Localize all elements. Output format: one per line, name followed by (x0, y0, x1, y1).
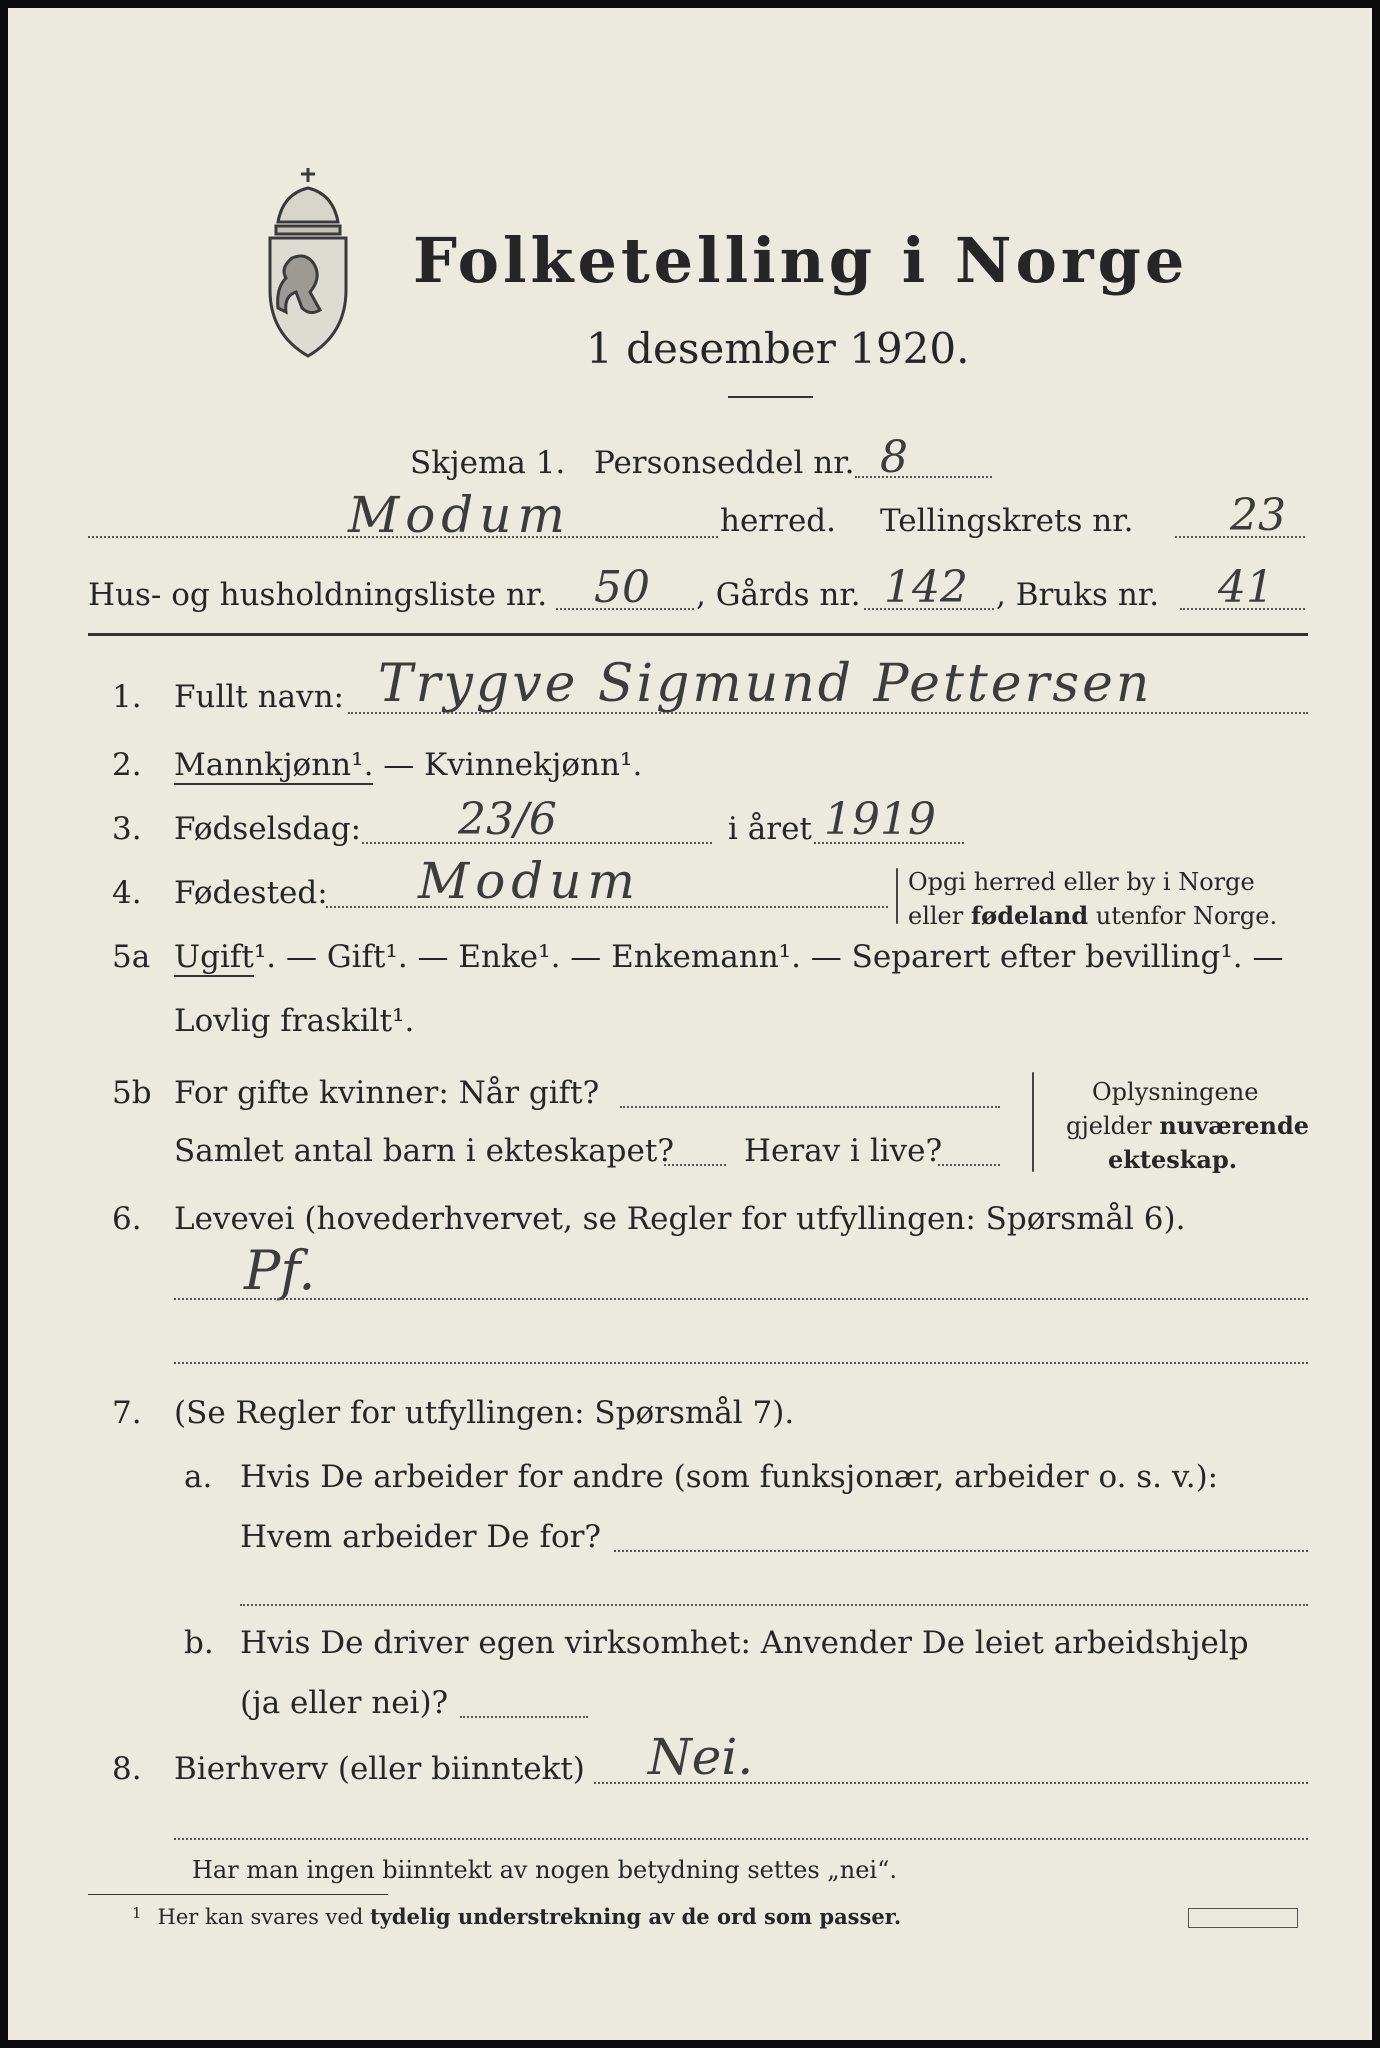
q2-male-option[interactable]: Mannkjønn¹. (174, 747, 374, 783)
q4-number: 4. (112, 875, 142, 911)
q1-number: 1. (112, 679, 142, 715)
form-title: Folketelling i Norge (413, 224, 1189, 297)
q7-number: 7. (112, 1395, 142, 1431)
q4-note-line2: eller fødeland utenfor Norge. (908, 901, 1278, 930)
q6-number: 6. (112, 1201, 142, 1237)
q6-field-1[interactable] (174, 1298, 1308, 1300)
q4-note-line1: Opgi herred eller by i Norge (908, 868, 1255, 896)
printer-stamp (1188, 1908, 1298, 1928)
q5b-note-line1: Oplysningene (1092, 1078, 1259, 1106)
q8-number: 8. (112, 1751, 142, 1787)
q5b-line1: For gifte kvinner: Når gift? (174, 1075, 600, 1111)
q5b-note-line3: ekteskap. (1108, 1145, 1238, 1174)
q5a-number: 5a (112, 939, 151, 975)
biinntekt-note: Har man ingen biinntekt av nogen betydning settes „nei“. (192, 1856, 897, 1884)
q5b-note-line2: gjelder nuværende (1066, 1111, 1310, 1140)
q3-number: 3. (112, 811, 142, 847)
q7b-number: b. (184, 1625, 214, 1661)
q5b-when-field[interactable] (620, 1106, 1000, 1108)
gards-label: , Gårds nr. (696, 577, 861, 613)
q7a-line1: Hvis De arbeider for andre (som funksjonær, arbeider o. s. v.): (240, 1459, 1219, 1495)
q7a-line2: Hvem arbeider De for? (240, 1519, 602, 1555)
q3-year-value: 1919 (824, 794, 936, 845)
q5b-children-field[interactable] (664, 1164, 726, 1166)
q6-label: Levevei (hovederhvervet, se Regler for utfyllingen: Spørsmål 6). (174, 1201, 1186, 1237)
q8-value: Nei. (648, 1728, 754, 1786)
q5a-line2[interactable]: Lovlig fraskilt¹. (174, 1003, 415, 1039)
coat-of-arms-icon (248, 164, 368, 364)
census-form (8, 8, 1372, 2040)
title-divider (728, 396, 813, 398)
herred-value: Modum (348, 486, 571, 544)
q3-day-value: 23/6 (458, 794, 557, 845)
gards-value: 142 (884, 562, 968, 613)
q5b-children-label: Samlet antal barn i ekteskapet? (174, 1133, 674, 1169)
q7a-number: a. (184, 1459, 213, 1495)
q8-field-2[interactable] (174, 1838, 1308, 1840)
q7b-line1: Hvis De driver egen virksomhet: Anvender De leiet arbeidshjelp (240, 1625, 1249, 1661)
q2-female-option[interactable]: Kvinnekjønn¹. (424, 747, 643, 783)
footnote-mark: 1 (132, 1904, 142, 1922)
skjema-label: Skjema 1. (410, 445, 566, 481)
bruks-label: , Bruks nr. (996, 577, 1160, 613)
bruks-value: 41 (1218, 562, 1274, 613)
q3-year-label: i året (728, 811, 812, 847)
q4-note-brace (896, 868, 898, 924)
tellingskrets-value: 23 (1230, 490, 1286, 541)
q5b-note-brace (1032, 1072, 1034, 1172)
husholdning-label: Hus- og husholdningsliste nr. (88, 577, 548, 613)
q7a-field-1[interactable] (614, 1550, 1308, 1552)
q7b-field[interactable] (460, 1716, 588, 1718)
personseddel-label: Personseddel nr. (594, 445, 855, 481)
personseddel-value: 8 (880, 432, 908, 483)
q5a-other-options[interactable]: ¹. — Gift¹. — Enke¹. — Enkemann¹. — Separert efter bevilling¹. — (253, 939, 1284, 975)
q6-field-2[interactable] (174, 1362, 1308, 1364)
q7a-field-2[interactable] (240, 1604, 1308, 1606)
q7-label: (Se Regler for utfyllingen: Spørsmål 7). (174, 1395, 795, 1431)
q7b-line2: (ja eller nei)? (240, 1685, 449, 1721)
q5b-alive-field[interactable] (938, 1164, 1000, 1166)
q1-value: Trygve Sigmund Pettersen (378, 654, 1153, 714)
q5b-number: 5b (112, 1075, 152, 1111)
personseddel-field[interactable] (855, 476, 992, 478)
q5b-alive-label: Herav i live? (744, 1133, 943, 1169)
q2-options (174, 747, 643, 783)
header-divider (88, 633, 1308, 636)
q5a-options (174, 939, 1284, 975)
tellingskrets-label: Tellingskrets nr. (880, 503, 1134, 539)
q3-label: Fødselsdag: (174, 811, 362, 847)
q4-value: Modum (418, 852, 641, 910)
footnote: $^1$ Her kan svares ved tydelig understrekning av de ord som passer. (132, 1904, 902, 1929)
q2-separator: — (373, 747, 425, 783)
q5a-ugift-option[interactable]: Ugift (174, 939, 254, 975)
q1-label: Fullt navn: (174, 679, 344, 715)
q4-label: Fødested: (174, 875, 328, 911)
q8-label: Bierhverv (eller biinntekt) (174, 1751, 585, 1787)
footnote-divider (88, 1894, 388, 1895)
census-date: 1 desember 1920. (586, 324, 970, 373)
herred-label: herred. (720, 503, 836, 539)
husholdning-value: 50 (594, 562, 650, 613)
q2-number: 2. (112, 747, 142, 783)
q6-value: Pf. (244, 1239, 316, 1302)
